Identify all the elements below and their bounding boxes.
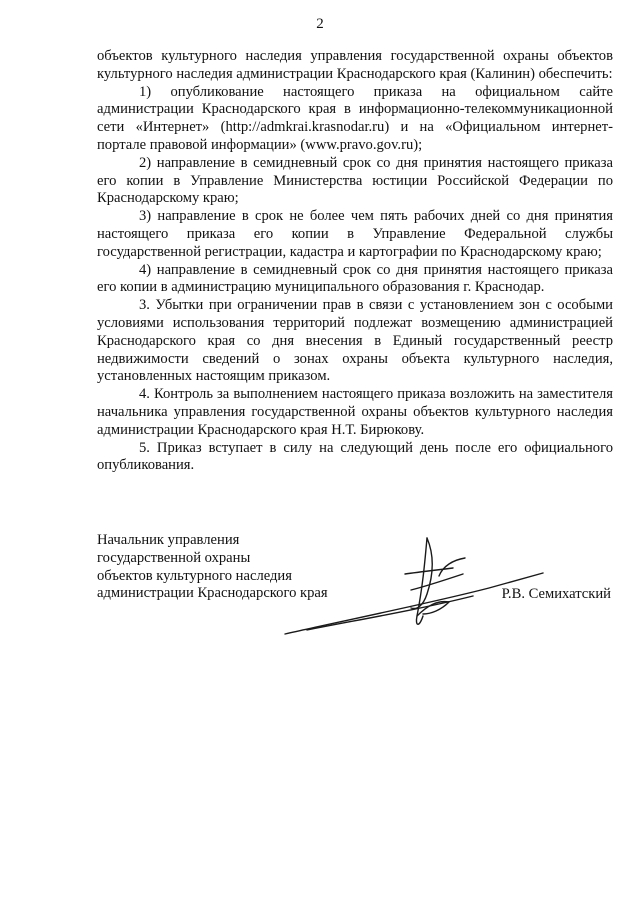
document-body xyxy=(97,48,613,475)
paragraph-item-4: 4) направление в семидневный срок со дня принятия настоящего приказа его копии в администрацию муниципального образования г. Краснодар. xyxy=(97,261,613,296)
paragraph-item-2: 2) направление в семидневный срок со дня принятия настоящего приказа его копии в Управление Министерства юстиции Российской Федерации по Краснодарскому краю; xyxy=(97,154,613,207)
paragraph-clause-5: 5. Приказ вступает в силу на следующий день после его официального опубликования. xyxy=(97,439,613,474)
paragraph-item-1: 1) опубликование настоящего приказа на официальном сайте администрации Краснодарского края в информационно-телекоммуникационной сети «Интернет» (http://admkrai.krasnodar.ru) и на «Официальном интернет-портале правовой информации» (www.pravo.gov.ru); xyxy=(97,83,613,153)
signatory-position-line-1: Начальник управления xyxy=(97,532,240,548)
paragraph-continuation: объектов культурного наследия управления государственной охраны объектов культурного наследия администрации Краснодарского края (Калинин) обеспечить: xyxy=(97,48,613,82)
signature-block xyxy=(97,532,613,642)
paragraph-item-3: 3) направление в срок не более чем пять рабочих дней со дня принятия настоящего приказа его копии в Управление Федеральной службы государственной регистрации, кадастра и картографии по Краснодарскому краю; xyxy=(97,208,613,260)
signatory-position-line-4: администрации Краснодарского края xyxy=(97,585,328,602)
signatory-name: Р.В. Семихатский xyxy=(501,586,611,602)
signatory-position-line-2: государственной охраны xyxy=(97,549,251,566)
paragraph-clause-4: 4. Контроль за выполнением настоящего приказа возложить на заместителя начальника управления государственной охраны объектов культурного наследия администрации Краснодарского края Н.Т. Бирюкову. xyxy=(97,386,613,438)
paragraph-clause-3: 3. Убытки при ограничении прав в связи с установлением зон с особыми условиями использования территорий подлежат возмещению администрацией Краснодарского края со дня внесения в Единый государственный реестр недвижимости сведений о зонах охраны объекта культурного наследия, установленных настоящим приказом. xyxy=(97,297,613,385)
page-number: 2 xyxy=(316,16,324,32)
handwritten-signature xyxy=(277,530,547,640)
signatory-position-line-3: объектов культурного наследия xyxy=(97,567,292,584)
